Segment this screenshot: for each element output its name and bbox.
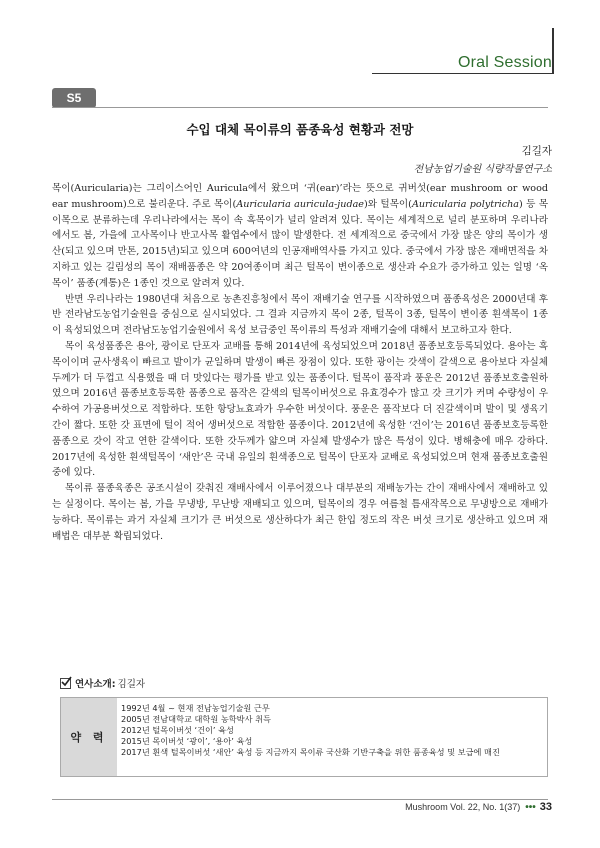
header-rule xyxy=(52,107,548,108)
footer-rule xyxy=(52,799,548,800)
paragraph-1: 목이(Auricularia)는 그리이스어인 Auricula에서 왔으며 ‘귀(ear)’라는 뜻으로 귀버섯(ear mushroom or wood ear mushroom)으로 불리운다. 주로 목이(Auricularia auricula-judae)와 털목이(Auricularia polytricha) 등 목이목으로 분류하는데 우리나라에서는 목이 속 흑목이가 널리 알려져 있다. 목이는 세계적으로 널리 분포하며 우리나라에서도 봄, 가을에 고사목이나 반고사목 활엽수에서 많이 발생한다. 전 세계적으로 중국에서 가장 많은 양의 목이가 생산(되고 있으며 만톤, 2015년)되고 있으며 600여년의 인공재배역사를 가지고 있다. 중국에서 가장 많은 재배면적을 차지하고 있는 길림성의 목이 재배품종은 약 20여종이며 최근 털목이 변이종으로 생산과 수요가 증가하고 있는 일명 ‘옥목이’ 품종(계통)은 1종인 것으로 알려져 있다. xyxy=(52,183,549,289)
speaker-label: 연사소개: xyxy=(75,679,116,690)
species-name: Auricularia auricula-judae xyxy=(236,198,364,210)
paragraph-4: 목이류 품종육종은 공조시설이 갖춰진 재배사에서 이루어졌으나 대부분의 재배농가는 간이 재배사에서 재배하고 있는 실정이다. 목이는 봄, 가을 무냉방, 무난방 재배되고 있으며, 털목이의 경우 여름철 틈새작목으로 무냉방으로 재배가능하다. 목이류는 과거 자실체 크기가 큰 버섯으로 생산하다가 최근 한입 정도의 작은 버섯 크기로 생산하고 있으며 재배법은 대부분 확립되었다. xyxy=(52,483,548,542)
checkbox-icon xyxy=(60,678,71,689)
abstract-body xyxy=(52,181,548,544)
career-box xyxy=(60,697,548,777)
career-item: 1992년 4월 ~ 현재 전남농업기술원 근무 xyxy=(121,703,270,713)
paragraph-2: 반면 우리나라는 1980년대 처음으로 농촌진흥청에서 목이 재배기술 연구를 시작하였으며 품종육성은 2000년대 후반 전라남도농업기술원을 중심으로 실시되었다. 그 결과 지금까지 목이 2종, 털목이 3종, 털목이 변이종 흰색목이 1종이 육성되었으며 전라남도농업기술원에서 육성 보급중인 목이류의 특성과 재배기술에 대해서 보고하고자 한다. xyxy=(52,293,548,337)
paragraph-3: 목이 육성품종은 용아, 광이로 단포자 교배를 통해 2014년에 육성되었으며 2018년 품종보호등록되었다. 용아는 흑목이이며 균사생육이 빠르고 발이가 균일하며 발생이 빠른 장점이 있다. 또한 광이는 갓색이 갈색으로 용아보다 자실체 두께가 더 두껍고 식용했을 때 더 맛있다는 평가를 받고 있는 품종이다. 털목이 품작과 풍운은 2012년 품종보호출원하였으며 2016년 품종보호등록한 품종으로 품작은 갈색의 털목이버섯으로 유효경수가 많고 갓 크기가 커며 수량성이 우수하여 가공용버섯으로 적합하다. 또한 항당뇨효과가 우수한 버섯이다. 풍운은 품작보다 더 진갈색이며 발이 및 생육기간이 짧다. 또한 갓 표면에 털이 적어 생버섯으로 적합한 품종이다. 2012년에 육성한 ‘건이’는 2016년 품종보호등록한 품종으로 갓이 작고 연한 갈색이다. 또한 갓두께가 얇으며 자실체 발생수가 많은 특성이 있다. 병해충에 매우 강하다. 2017년에 육성한 흰색털목이 ‘새안’은 국내 유일의 흰색종으로 털목이 단포자 교배로 육성되었으며 현재 품종보호출원 중에 있다. xyxy=(52,340,548,479)
career-list xyxy=(117,698,547,776)
footer-dots: ••• xyxy=(525,802,536,813)
page-number: 33 xyxy=(539,801,552,813)
speaker-name: 김길자 xyxy=(117,679,146,690)
session-badge: S5 xyxy=(52,88,96,108)
journal-citation: Mushroom Vol. 22, No. 1(37) xyxy=(405,802,521,812)
page-footer xyxy=(405,801,552,813)
career-item: 2017년 흰색 털목이버섯 ‘새안’ 육성 등 지금까지 목이류 국산화 기반구축을 위한 품종육성 및 보급에 매진 xyxy=(121,747,500,757)
career-heading: 약 력 xyxy=(61,698,117,776)
career-item: 2012년 털목이버섯 ‘건이’ 육성 xyxy=(121,725,234,735)
session-underline xyxy=(372,73,554,74)
speaker-intro xyxy=(60,676,145,690)
species-name: Auricularia polytricha xyxy=(411,198,519,210)
author-affiliation: 전남농업기술원 식량작물연구소 xyxy=(413,164,552,175)
article-title: 수입 대체 목이류의 품종육성 현황과 전망 xyxy=(186,122,414,137)
career-item: 2005년 전남대학교 대학원 농학박사 취득 xyxy=(121,714,271,724)
session-divider xyxy=(552,28,554,74)
session-label: Oral Session xyxy=(458,54,552,71)
author-name: 김길자 xyxy=(521,145,552,157)
career-item: 2015년 목이버섯 ‘광이’, ‘용아’ 육성 xyxy=(121,736,253,746)
